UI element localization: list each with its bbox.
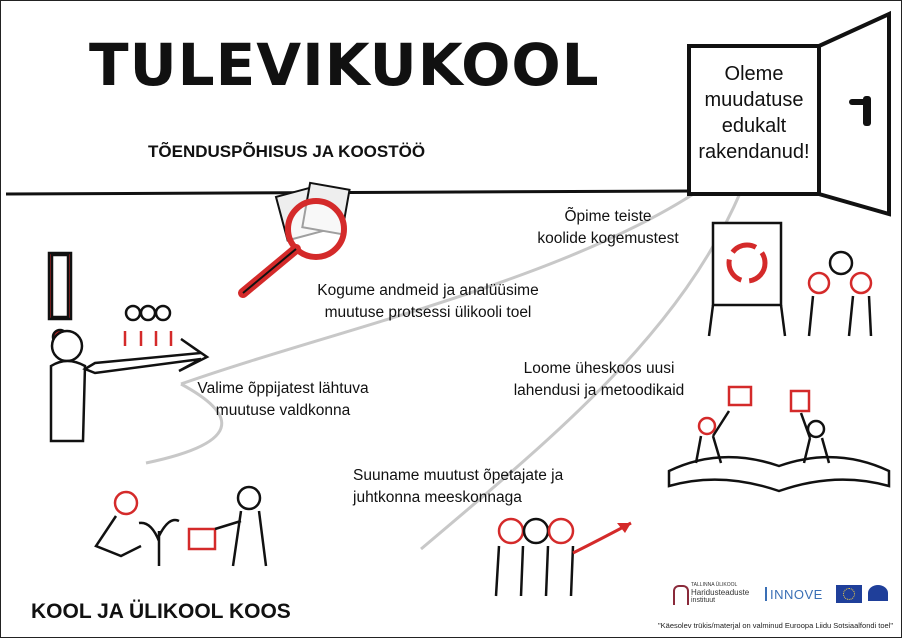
footer-title: KOOL JA ÜLIKOOL KOOS	[31, 600, 291, 623]
step-choose-area: Valime õppijatest lähtuva muutuse valdkonna	[197, 380, 369, 419]
book-figures-icon	[669, 387, 889, 491]
funding-footnote: "Käesolev trükis/materjal on valminud Euroopa Liidu Sotsiaalfondi toel"	[658, 621, 894, 630]
step-collect-data: Kogume andmeid ja analüüsime muutuse protsessi ülikooli toel	[317, 282, 539, 321]
eu-logo	[836, 585, 862, 605]
page-title: TULEVIKUKOOL	[89, 31, 600, 99]
esf-emblem-icon	[868, 585, 888, 601]
innove-logo: INNOVE	[765, 587, 823, 602]
eu-flag-icon	[836, 585, 862, 603]
door-caption: Oleme muudatuse edukalt rakendanud!	[698, 63, 810, 163]
step-create-solutions: Loome üheskoos uusi lahendusi ja metoodikaid	[513, 360, 685, 399]
step-direct-change: Suuname muutust õpetajate ja juhtkonna meeskonnaga	[353, 467, 564, 506]
page-subtitle: TÕENDUSPÕHISUS JA KOOSTÖÖ	[148, 142, 426, 161]
innove-mark-icon	[765, 587, 767, 601]
team-figures-icon	[496, 519, 631, 596]
step-learn-from-others: Õpime teiste koolide kogemustest	[537, 208, 679, 247]
esf-logo	[868, 585, 888, 603]
magnifier-icon	[243, 183, 350, 293]
infographic: TULEVIKUKOOL TÕENDUSPÕHISUS JA KOOSTÖÖ Oleme muudatuse edukalt rakendanud! Valime õppijatest lähtuva muutuse valdkonna Kogume andmeid ja analüüsime muutuse protsessi ülikooli toel Suuname muutust õpetajate ja juhtkonna meeskonnaga Loome üheskoos uusi lahendusi ja metoodikaid Õpime teiste koolide kogemustest KOOL JA ÜLIKOOL KOOS TALLINNA ÜLIKOOL Haridusteaduste instituut INNOVE "Käesolev trükis/materjal on valminud Euroopa Liidu Sotsiaalfondi toel"	[0, 0, 902, 638]
planting-figures-icon	[96, 487, 266, 566]
door-panel	[819, 14, 889, 214]
flipchart-figures-icon	[709, 223, 871, 336]
arch-icon	[673, 585, 689, 605]
